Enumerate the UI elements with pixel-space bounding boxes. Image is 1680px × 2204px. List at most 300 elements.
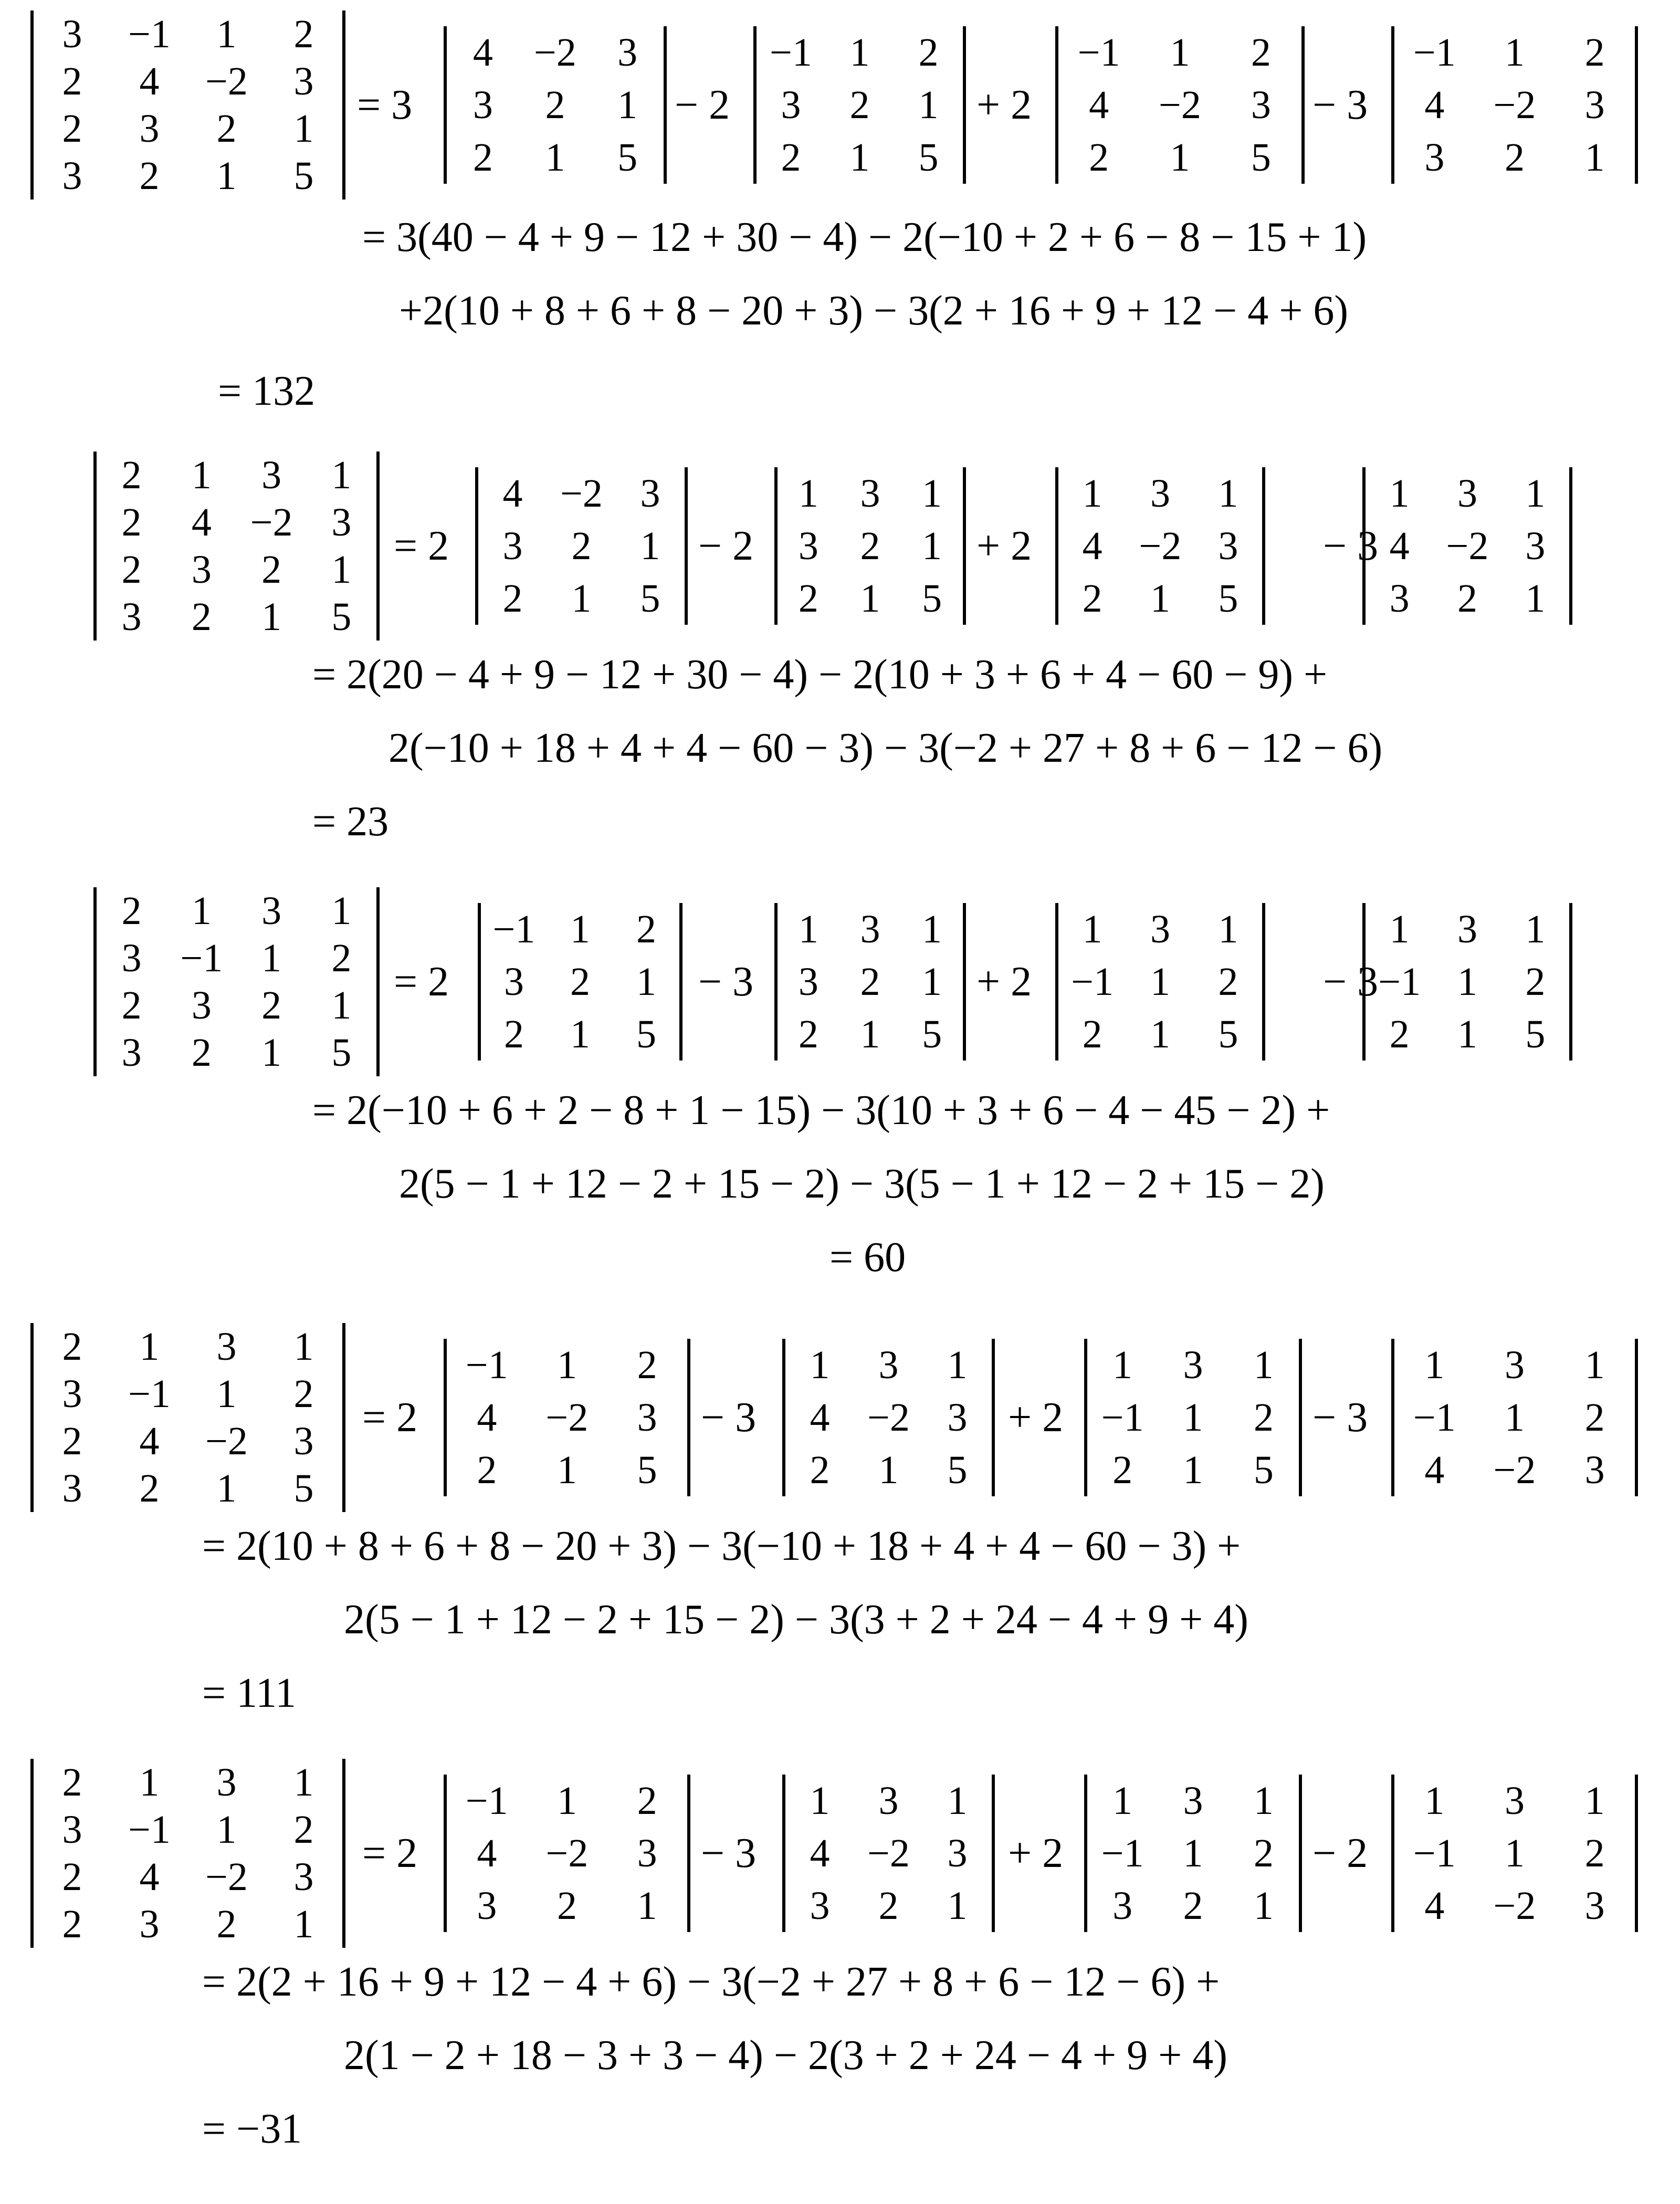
matrix-entry: 3	[617, 30, 638, 75]
matrix-entry: 3	[798, 524, 818, 568]
matrix-entry: 3	[1525, 524, 1546, 568]
expansion-coefficient: = 2	[362, 1394, 418, 1441]
matrix-entry: 1	[947, 1884, 968, 1928]
expansion-line-1: = 2(2 + 16 + 9 + 12 − 4 + 6) − 3(−2 + 27 + 8 + 6 − 12 − 6) +	[202, 1959, 1220, 2005]
matrix-entry: 2	[139, 154, 160, 198]
expansion-coefficient: = 2	[394, 959, 449, 1005]
matrix-entry: 1	[918, 83, 939, 127]
matrix-entry: 1	[1424, 1779, 1445, 1823]
matrix-entry: −2	[1446, 524, 1489, 568]
matrix-entry: 2	[636, 907, 656, 951]
matrix-entry: −1	[1413, 1395, 1456, 1440]
matrix-entry: 5	[637, 1448, 657, 1492]
matrix-entry: 1	[545, 135, 565, 180]
matrix-entry: 2	[1089, 135, 1109, 180]
expansion-line-1: = 2(20 − 4 + 9 − 12 + 30 − 4) − 2(10 + 3 + 6 + 4 − 60 − 9) +	[312, 652, 1328, 698]
matrix-entry: 3	[293, 1419, 314, 1463]
matrix-entry: 3	[640, 471, 660, 516]
matrix-entry: 3	[139, 1902, 160, 1946]
matrix-entry: −1	[465, 1779, 508, 1823]
matrix-entry: 3	[781, 83, 801, 127]
expansion-coefficient: − 3	[698, 959, 754, 1005]
expansion-coefficient: − 3	[1323, 523, 1379, 569]
result-line: = 111	[202, 1670, 297, 1716]
matrix-entry: 1	[331, 983, 352, 1027]
matrix-entry: 3	[947, 1395, 968, 1440]
expansion-coefficient: − 2	[698, 523, 754, 569]
matrix-entry: 1	[293, 107, 314, 151]
matrix-entry: 2	[918, 30, 939, 75]
matrix-entry: 1	[1525, 907, 1546, 951]
matrix-entry: 2	[545, 83, 565, 127]
determinant-3x3	[1362, 467, 1572, 625]
matrix-entry: 5	[947, 1448, 968, 1492]
matrix-entry: 1	[216, 1466, 237, 1510]
expansion-line-2: 2(−10 + 18 + 4 + 4 − 60 − 3) − 3(−2 + 27 + 8 + 6 − 12 − 6)	[388, 725, 1383, 771]
matrix-entry: 1	[878, 1448, 899, 1492]
matrix-entry: 2	[810, 1448, 830, 1492]
expansion-line-2: 2(1 − 2 + 18 − 3 + 3 − 4) − 2(3 + 2 + 24 − 4 + 9 + 4)	[344, 2032, 1227, 2079]
matrix-entry: 3	[1584, 1884, 1605, 1928]
matrix-entry: 3	[1183, 1343, 1203, 1387]
matrix-entry: 4	[1082, 524, 1102, 568]
matrix-entry: 2	[1251, 30, 1271, 75]
matrix-entry: 1	[261, 1031, 282, 1075]
matrix-entry: 2	[62, 1760, 82, 1804]
matrix-entry: 3	[1150, 471, 1170, 516]
matrix-entry: 1	[947, 1779, 968, 1823]
matrix-entry: 3	[860, 907, 880, 951]
matrix-entry: 1	[139, 1760, 160, 1804]
matrix-entry: −2	[250, 500, 293, 544]
matrix-entry: 3	[216, 1325, 237, 1369]
matrix-entry: 4	[1424, 83, 1445, 127]
matrix-entry: 2	[293, 1372, 314, 1416]
matrix-entry: 1	[1457, 960, 1477, 1004]
matrix-entry: 2	[293, 12, 314, 56]
matrix-entry: 5	[918, 135, 939, 180]
matrix-entry: 5	[331, 595, 352, 639]
matrix-entry: 4	[139, 1855, 160, 1899]
matrix-entry: 1	[216, 12, 237, 56]
matrix-entry: −1	[492, 907, 536, 951]
matrix-entry: 1	[1584, 135, 1605, 180]
matrix-entry: 1	[1253, 1343, 1274, 1387]
matrix-entry: 1	[331, 548, 352, 592]
matrix-entry: 1	[922, 960, 942, 1004]
matrix-entry: 1	[922, 524, 942, 568]
matrix-entry: 2	[637, 1779, 657, 1823]
matrix-entry: 1	[1170, 30, 1190, 75]
matrix-entry: 2	[261, 548, 282, 592]
matrix-entry: 2	[477, 1448, 497, 1492]
expansion-coefficient: = 2	[394, 523, 449, 569]
matrix-entry: 4	[1424, 1448, 1445, 1492]
matrix-entry: 1	[617, 83, 638, 127]
matrix-entry: 2	[216, 1902, 237, 1946]
matrix-entry: 2	[62, 1419, 82, 1463]
matrix-entry: 1	[1150, 576, 1170, 621]
matrix-entry: 3	[62, 12, 82, 56]
matrix-entry: −2	[205, 59, 248, 103]
matrix-entry: 5	[1251, 135, 1271, 180]
matrix-entry: 3	[191, 548, 212, 592]
matrix-entry: 1	[570, 907, 590, 951]
matrix-entry: −1	[128, 12, 171, 56]
determinant-3x3	[444, 1775, 690, 1932]
matrix-entry: −2	[545, 1831, 589, 1875]
matrix-entry: −1	[1071, 960, 1114, 1004]
determinant-3x3	[444, 26, 667, 184]
matrix-entry: 2	[1112, 1448, 1133, 1492]
matrix-entry: 2	[191, 595, 212, 639]
result-line: = −31	[202, 2106, 302, 2152]
matrix-entry: 2	[472, 135, 493, 180]
matrix-entry: 1	[1112, 1343, 1133, 1387]
matrix-entry: 2	[1584, 1395, 1605, 1440]
matrix-entry: 4	[477, 1395, 497, 1440]
matrix-entry: −1	[1077, 30, 1120, 75]
matrix-entry: 1	[1525, 576, 1546, 621]
matrix-entry: 3	[637, 1395, 657, 1440]
matrix-entry: 1	[1504, 1395, 1525, 1440]
matrix-entry: 3	[1424, 135, 1445, 180]
matrix-entry: 3	[878, 1343, 899, 1387]
expansion-line-1: = 2(10 + 8 + 6 + 8 − 20 + 3) − 3(−10 + 18 + 4 + 4 − 60 − 3) +	[202, 1523, 1241, 1569]
matrix-entry: 2	[121, 500, 142, 544]
determinant-4x4	[93, 452, 380, 641]
matrix-entry: 2	[781, 135, 801, 180]
matrix-entry: 2	[261, 983, 282, 1027]
matrix-entry: 2	[121, 889, 142, 933]
matrix-entry: 3	[798, 960, 818, 1004]
matrix-entry: 5	[922, 576, 942, 621]
matrix-entry: 2	[121, 983, 142, 1027]
matrix-entry: 3	[502, 524, 523, 568]
matrix-entry: 1	[293, 1902, 314, 1946]
matrix-entry: 1	[640, 524, 660, 568]
expansion-coefficient: − 3	[1323, 959, 1379, 1005]
matrix-entry: −2	[1139, 524, 1182, 568]
determinant-3x3	[1391, 1775, 1638, 1932]
matrix-entry: 3	[1251, 83, 1271, 127]
matrix-entry: 1	[1082, 471, 1102, 516]
matrix-entry: 4	[810, 1395, 830, 1440]
matrix-entry: 1	[1389, 907, 1410, 951]
matrix-entry: −1	[465, 1343, 508, 1387]
matrix-entry: 1	[1584, 1343, 1605, 1387]
matrix-entry: 1	[216, 1808, 237, 1852]
matrix-entry: 1	[1253, 1884, 1274, 1928]
matrix-entry: 5	[922, 1012, 942, 1056]
matrix-entry: −2	[560, 471, 603, 516]
matrix-entry: 3	[637, 1831, 657, 1875]
matrix-entry: −1	[1413, 30, 1456, 75]
matrix-entry: 3	[62, 1466, 82, 1510]
matrix-entry: 1	[293, 1760, 314, 1804]
matrix-entry: 1	[571, 576, 592, 621]
matrix-entry: 1	[1082, 907, 1102, 951]
matrix-entry: 1	[1183, 1448, 1203, 1492]
matrix-entry: 2	[1253, 1831, 1274, 1875]
expansion-coefficient: = 2	[362, 1830, 418, 1876]
matrix-entry: 2	[502, 576, 523, 621]
matrix-entry: 4	[1389, 524, 1410, 568]
matrix-entry: 3	[472, 83, 493, 127]
matrix-entry: 1	[216, 154, 237, 198]
matrix-entry: 2	[62, 107, 82, 151]
matrix-entry: −1	[770, 30, 812, 75]
matrix-entry: 5	[636, 1012, 656, 1056]
expansion-line-1: = 3(40 − 4 + 9 − 12 + 30 − 4) − 2(−10 + 2 + 6 − 8 − 15 + 1)	[362, 214, 1367, 260]
matrix-entry: 4	[191, 500, 212, 544]
expansion-coefficient: − 2	[1312, 1830, 1368, 1876]
matrix-entry: −2	[545, 1395, 589, 1440]
matrix-entry: 1	[1389, 471, 1410, 516]
matrix-entry: 5	[1525, 1012, 1546, 1056]
matrix-entry: 3	[1218, 524, 1238, 568]
expansion-coefficient: + 2	[1008, 1394, 1064, 1441]
matrix-entry: 1	[860, 1012, 880, 1056]
matrix-entry: 2	[331, 936, 352, 980]
determinant-3x3	[1084, 1339, 1302, 1496]
matrix-entry: 1	[922, 471, 942, 516]
expansion-coefficient: − 3	[701, 1830, 757, 1876]
matrix-entry: 3	[293, 59, 314, 103]
matrix-entry: 2	[1525, 960, 1546, 1004]
matrix-entry: 4	[139, 59, 160, 103]
matrix-entry: 2	[1253, 1395, 1274, 1440]
matrix-entry: 1	[798, 907, 818, 951]
matrix-entry: 3	[1584, 1448, 1605, 1492]
matrix-entry: 2	[1183, 1884, 1203, 1928]
matrix-entry: 2	[1082, 576, 1102, 621]
expansion-coefficient: − 3	[701, 1394, 757, 1441]
determinant-3x3	[1391, 26, 1638, 184]
matrix-entry: 1	[1183, 1395, 1203, 1440]
matrix-entry: −2	[1493, 1884, 1536, 1928]
matrix-entry: 4	[472, 30, 493, 75]
expansion-coefficient: + 2	[976, 82, 1032, 128]
matrix-entry: 4	[477, 1831, 497, 1875]
matrix-entry: 4	[1089, 83, 1109, 127]
matrix-entry: 1	[556, 1779, 577, 1823]
matrix-entry: 3	[1584, 83, 1605, 127]
matrix-entry: 3	[121, 595, 142, 639]
matrix-entry: 2	[860, 960, 880, 1004]
determinant-3x3	[1055, 26, 1305, 184]
determinant-3x3	[1391, 1339, 1638, 1496]
matrix-entry: 4	[1424, 1884, 1445, 1928]
matrix-entry: 3	[1183, 1779, 1203, 1823]
matrix-entry: 1	[1170, 135, 1190, 180]
matrix-entry: 1	[1504, 1831, 1525, 1875]
determinant-3x3	[1084, 1775, 1302, 1932]
expansion-coefficient: − 2	[675, 82, 730, 128]
matrix-entry: −2	[1159, 83, 1201, 127]
matrix-entry: 5	[617, 135, 638, 180]
expansion-line-2: 2(5 − 1 + 12 − 2 + 15 − 2) − 3(5 − 1 + 12 − 2 + 15 − 2)	[399, 1161, 1325, 1207]
matrix-entry: 2	[1389, 1012, 1410, 1056]
determinant-3x3	[782, 1339, 995, 1496]
matrix-entry: 5	[293, 1466, 314, 1510]
matrix-entry: 1	[293, 1325, 314, 1369]
matrix-entry: 3	[191, 983, 212, 1027]
matrix-entry: −1	[180, 936, 223, 980]
matrix-entry: 2	[216, 107, 237, 151]
matrix-entry: 2	[798, 576, 818, 621]
matrix-entry: 5	[640, 576, 660, 621]
determinant-3x3	[774, 467, 966, 625]
determinant-4x4	[30, 11, 345, 200]
determinant-3x3	[753, 26, 966, 184]
matrix-entry: 2	[139, 1466, 160, 1510]
matrix-entry: 1	[331, 453, 352, 497]
matrix-entry: 1	[191, 889, 212, 933]
expansion-line-2: +2(10 + 8 + 6 + 8 − 20 + 3) − 3(2 + 16 + 9 + 12 − 4 + 6)	[399, 288, 1348, 334]
expansion-coefficient: − 3	[1312, 1394, 1368, 1441]
matrix-entry: −1	[1101, 1395, 1144, 1440]
matrix-entry: 1	[810, 1343, 830, 1387]
matrix-entry: 5	[1253, 1448, 1274, 1492]
matrix-entry: 5	[1218, 576, 1238, 621]
determinant-3x3	[1362, 903, 1572, 1061]
matrix-entry: 5	[293, 154, 314, 198]
matrix-entry: 2	[571, 524, 592, 568]
matrix-entry: 2	[1457, 576, 1477, 621]
matrix-entry: 3	[121, 1031, 142, 1075]
matrix-entry: 2	[62, 1902, 82, 1946]
matrix-entry: −2	[1493, 83, 1536, 127]
matrix-entry: 2	[849, 83, 870, 127]
matrix-entry: 3	[1457, 471, 1477, 516]
expansion-coefficient: + 2	[1008, 1830, 1064, 1876]
matrix-entry: 1	[556, 1448, 577, 1492]
matrix-entry: 3	[1150, 907, 1170, 951]
matrix-entry: 1	[1218, 471, 1238, 516]
determinant-4x4	[30, 1759, 345, 1948]
matrix-entry: 2	[121, 548, 142, 592]
matrix-entry: 3	[293, 1855, 314, 1899]
matrix-entry: 3	[62, 154, 82, 198]
determinant-3x3	[478, 903, 682, 1061]
determinant-4x4	[93, 887, 380, 1076]
matrix-entry: 3	[139, 107, 160, 151]
matrix-entry: −2	[205, 1855, 248, 1899]
matrix-entry: −1	[128, 1808, 171, 1852]
matrix-entry: 2	[293, 1808, 314, 1852]
result-line: = 60	[830, 1234, 906, 1281]
matrix-entry: 2	[62, 59, 82, 103]
matrix-entry: 1	[261, 936, 282, 980]
matrix-entry: 1	[637, 1884, 657, 1928]
matrix-entry: 1	[860, 576, 880, 621]
matrix-entry: −1	[128, 1372, 171, 1416]
matrix-entry: 1	[810, 1779, 830, 1823]
matrix-entry: 3	[947, 1831, 968, 1875]
matrix-entry: 2	[1584, 1831, 1605, 1875]
matrix-entry: 1	[849, 30, 870, 75]
determinant-4x4	[30, 1323, 345, 1512]
matrix-entry: 3	[477, 1884, 497, 1928]
matrix-entry: 2	[1218, 960, 1238, 1004]
matrix-entry: −1	[1101, 1831, 1144, 1875]
matrix-entry: 2	[1584, 30, 1605, 75]
matrix-entry: 3	[331, 500, 352, 544]
matrix-entry: 2	[504, 1012, 524, 1056]
expansion-line-2: 2(5 − 1 + 12 − 2 + 15 − 2) − 3(3 + 2 + 24 − 4 + 9 + 4)	[344, 1597, 1248, 1643]
matrix-entry: 3	[860, 471, 880, 516]
matrix-entry: 3	[261, 453, 282, 497]
matrix-entry: 2	[62, 1855, 82, 1899]
determinant-3x3	[444, 1339, 690, 1496]
matrix-entry: 3	[1112, 1884, 1133, 1928]
matrix-entry: 4	[502, 471, 523, 516]
matrix-entry: 1	[1150, 960, 1170, 1004]
matrix-entry: 1	[139, 1325, 160, 1369]
matrix-entry: 3	[216, 1760, 237, 1804]
matrix-entry: −2	[534, 30, 576, 75]
matrix-entry: −2	[205, 1419, 248, 1463]
matrix-entry: 3	[810, 1884, 830, 1928]
matrix-entry: 1	[1253, 1779, 1274, 1823]
matrix-entry: 1	[922, 907, 942, 951]
matrix-entry: −2	[867, 1831, 910, 1875]
matrix-entry: 3	[1457, 907, 1477, 951]
matrix-entry: 2	[570, 960, 590, 1004]
matrix-entry: 2	[1504, 135, 1525, 180]
matrix-entry: 3	[261, 889, 282, 933]
expansion-coefficient: − 3	[1312, 82, 1368, 128]
matrix-entry: 1	[1424, 1343, 1445, 1387]
matrix-entry: 1	[570, 1012, 590, 1056]
matrix-entry: 2	[62, 1325, 82, 1369]
expansion-coefficient: + 2	[976, 523, 1032, 569]
matrix-entry: 1	[191, 453, 212, 497]
matrix-entry: 3	[62, 1808, 82, 1852]
matrix-entry: 4	[810, 1831, 830, 1875]
matrix-entry: 1	[1218, 907, 1238, 951]
matrix-entry: 5	[1218, 1012, 1238, 1056]
matrix-entry: 2	[637, 1343, 657, 1387]
determinant-3x3	[475, 467, 688, 625]
matrix-entry: 2	[121, 453, 142, 497]
matrix-entry: 2	[556, 1884, 577, 1928]
matrix-entry: 1	[849, 135, 870, 180]
matrix-entry: −2	[1493, 1448, 1536, 1492]
matrix-entry: 1	[1183, 1831, 1203, 1875]
determinant-3x3	[1055, 467, 1265, 625]
result-line: = 132	[218, 368, 316, 414]
matrix-entry: 2	[191, 1031, 212, 1075]
matrix-entry: 4	[139, 1419, 160, 1463]
matrix-entry: 1	[1112, 1779, 1133, 1823]
matrix-entry: 5	[331, 1031, 352, 1075]
result-line: = 23	[312, 799, 389, 845]
matrix-entry: 2	[860, 524, 880, 568]
matrix-entry: 1	[947, 1343, 968, 1387]
matrix-entry: 3	[878, 1779, 899, 1823]
matrix-entry: 1	[331, 889, 352, 933]
matrix-entry: 1	[1504, 30, 1525, 75]
determinant-3x3	[1055, 903, 1265, 1061]
matrix-entry: 1	[1584, 1779, 1605, 1823]
matrix-entry: −2	[867, 1395, 910, 1440]
expansion-line-1: = 2(−10 + 6 + 2 − 8 + 1 − 15) − 3(10 + 3 + 6 − 4 − 45 − 2) +	[312, 1087, 1330, 1134]
matrix-entry: 3	[62, 1372, 82, 1416]
matrix-entry: −1	[1413, 1831, 1456, 1875]
matrix-entry: 3	[504, 960, 524, 1004]
